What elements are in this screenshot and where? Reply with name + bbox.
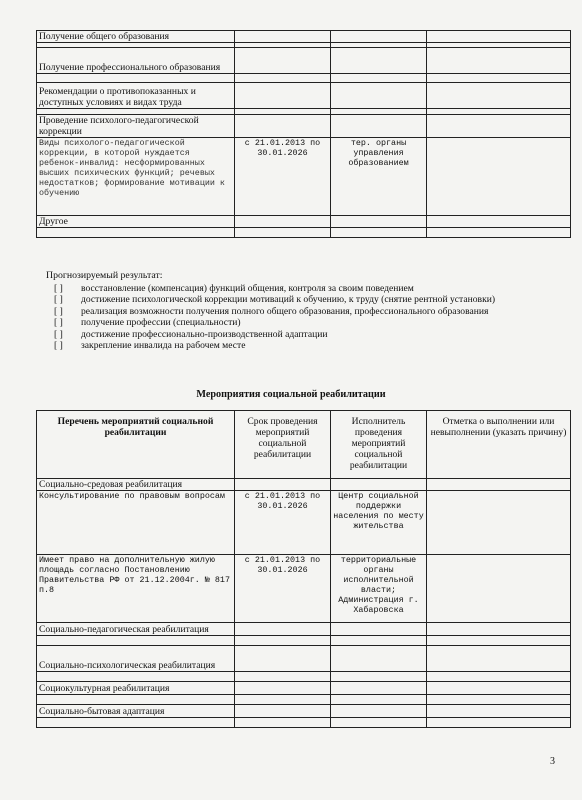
- list-item: [ ] закрепление инвалида на рабочем месте: [46, 340, 526, 351]
- section-title: Мероприятия социальной реабилитации: [196, 389, 386, 400]
- section-heading: Социально-педагогическая реабилитация: [37, 623, 235, 636]
- table-header-row: [37, 411, 571, 479]
- table-row: [37, 115, 571, 138]
- results-title: Прогнозируемый результат:: [46, 270, 163, 281]
- list-item: [ ] восстановление (компенсация) функций общения, контроля за своим поведением: [46, 283, 526, 294]
- rehabilitation-table-education: [36, 30, 571, 238]
- social-rehabilitation-table: [36, 410, 571, 728]
- table-row: [37, 83, 571, 109]
- row-executor: территориальные органы исполнительной власти; Администрация г. Хабаровска: [331, 555, 427, 623]
- checkbox-icon: [ ]: [54, 283, 63, 294]
- header-executor: Исполнитель проведения мероприятий социальной реабилитации: [331, 411, 427, 479]
- list-item: [ ] реализация возможности получения полного общего образования, профессионального образования: [46, 306, 526, 317]
- row-executor: тер. органы управления образованием: [331, 138, 427, 216]
- row-label: Имеет право на дополнительную жилую площадь согласно Постановлению Правительства РФ от 21.12.2004г. № 817 п.8: [37, 555, 235, 623]
- table-row: [37, 138, 571, 216]
- checkbox-icon: [ ]: [54, 328, 63, 340]
- row-label: Получение общего образования: [37, 31, 235, 43]
- table-row: [37, 479, 571, 491]
- section-heading: Социально-психологическая реабилитация: [37, 646, 235, 672]
- section-heading: Социокультурная реабилитация: [37, 682, 235, 695]
- checkbox-icon: [ ]: [54, 305, 63, 317]
- table-row: [37, 31, 571, 43]
- page-number: 3: [550, 756, 555, 767]
- table-row: [37, 216, 571, 228]
- list-item: [ ] достижение психологической коррекции мотиваций к обучению, к труду (снятие рентной установки): [46, 294, 526, 305]
- header-activities: Перечень мероприятий социальной реабилитации: [37, 411, 235, 479]
- results-list: [46, 283, 526, 351]
- table-row: [37, 491, 571, 555]
- table-row: [37, 705, 571, 718]
- checkbox-icon: [ ]: [54, 317, 63, 329]
- header-mark: Отметка о выполнении или невыполнении (указать причину): [427, 411, 571, 479]
- row-label: Консультирование по правовым вопросам: [37, 491, 235, 555]
- row-executor: Центр социальной поддержки населения по месту жительства: [331, 491, 427, 555]
- table-row: [37, 555, 571, 623]
- section-heading: Социально-средовая реабилитация: [37, 479, 235, 491]
- list-item: [ ] достижение профессионально-производственной адаптации: [46, 329, 526, 340]
- row-label: Получение профессионального образования: [37, 48, 235, 74]
- section-heading: Социально-бытовая адаптация: [37, 705, 235, 718]
- header-period: Срок проведения мероприятий социальной реабилитации: [235, 411, 331, 479]
- row-period: с 21.01.2013 по 30.01.2026: [235, 138, 331, 216]
- row-label: Виды психолого-педагогической коррекции, в которой нуждается ребенок-инвалид: несформированных высших психических функций; речевых недостатков; формирование мотивации к обучению: [37, 138, 235, 216]
- row-label: Другое: [37, 216, 235, 228]
- table-row: [37, 646, 571, 672]
- list-item: [ ] получение профессии (специальности): [46, 317, 526, 328]
- checkbox-icon: [ ]: [54, 294, 63, 306]
- table-row: [37, 623, 571, 636]
- checkbox-icon: [ ]: [54, 340, 63, 352]
- row-period: с 21.01.2013 по 30.01.2026: [235, 491, 331, 555]
- row-label: Проведение психолого-педагогической коррекции: [37, 115, 235, 138]
- table-row: [37, 682, 571, 695]
- row-period: с 21.01.2013 по 30.01.2026: [235, 555, 331, 623]
- table-row: [37, 48, 571, 74]
- row-label: Рекомендации о противопоказанных и доступных условиях и видах труда: [37, 83, 235, 109]
